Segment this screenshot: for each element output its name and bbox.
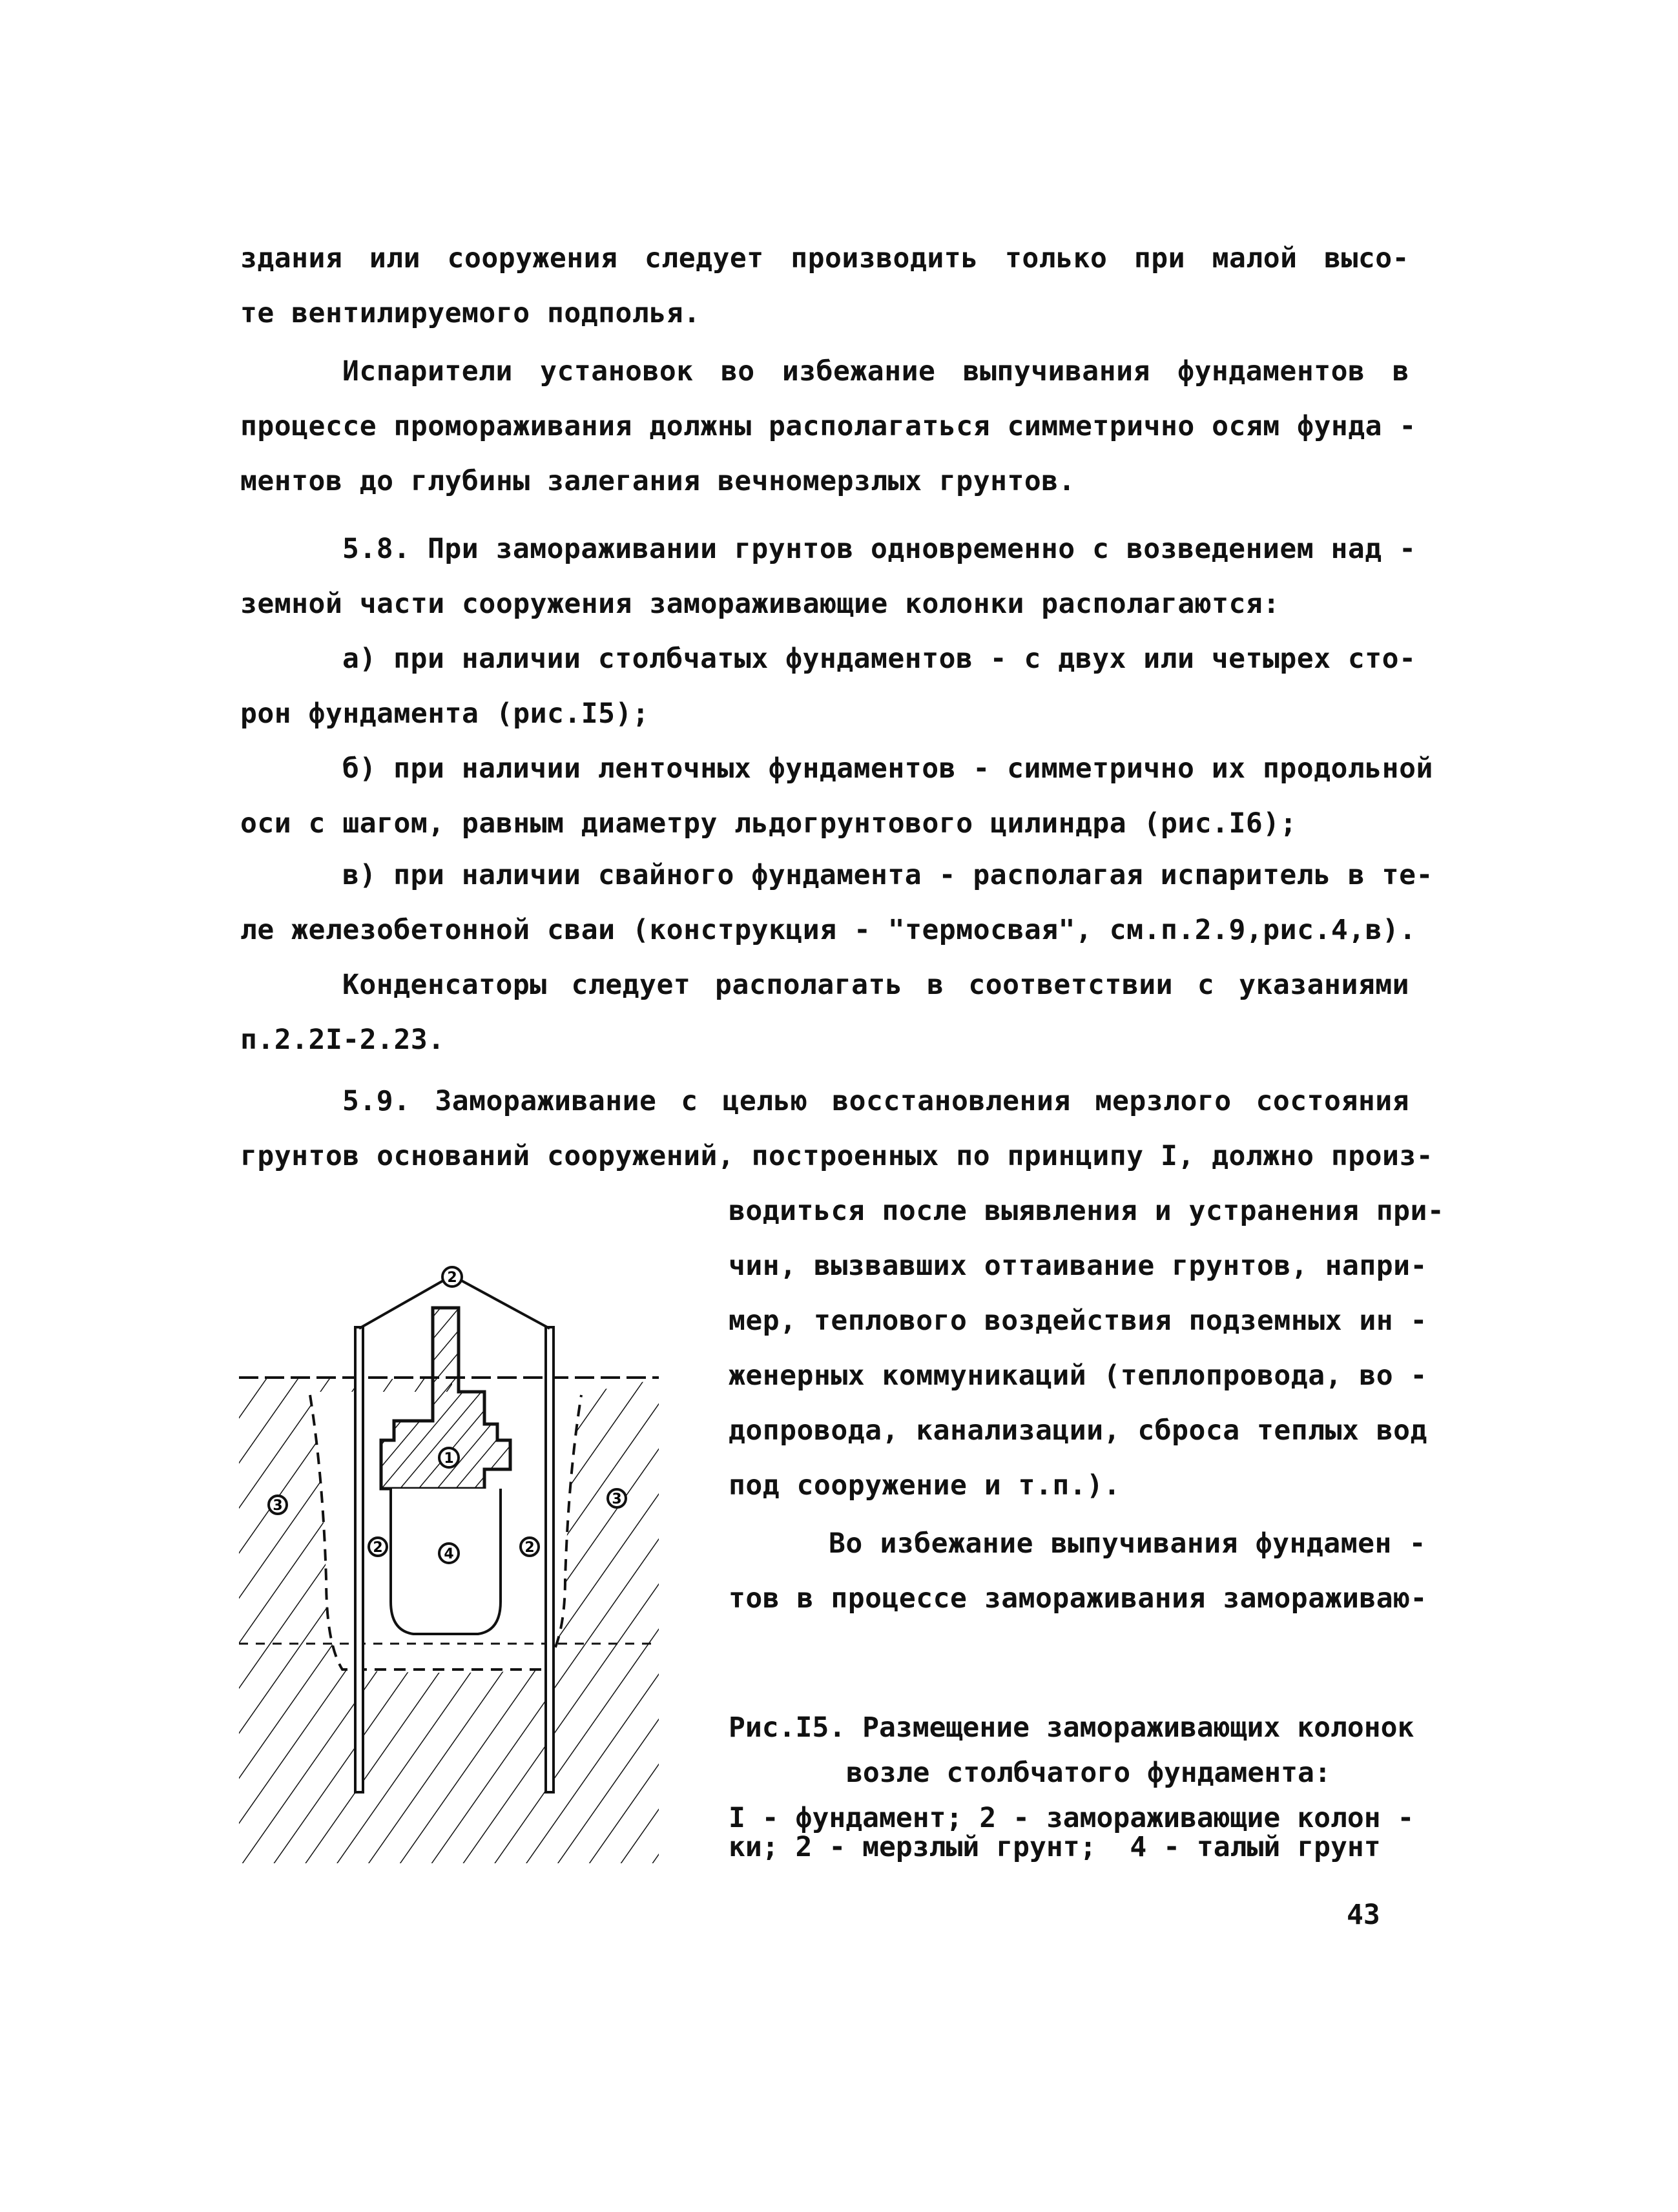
page-number: 43 <box>1347 1899 1380 1931</box>
freezing-column-right <box>546 1327 554 1792</box>
foundation-freezing-diagram <box>239 1270 691 1863</box>
text-line: а) при наличии столбчатых фундаментов - с двух или четырех сто- <box>342 643 1416 675</box>
text-line: 5.8. При замораживании грунтов одновременно с возведением над - <box>342 533 1416 565</box>
text-line: под сооружение и т.п.). <box>729 1469 1121 1502</box>
text-line: рон фундамента (рис.I5); <box>240 698 650 730</box>
label-foundation <box>439 1448 459 1467</box>
figure-caption-legend: I - фундамент; 2 - замораживающие колон - <box>729 1802 1414 1834</box>
text-line: Испарители установок во избежание выпучивания фундаментов в <box>342 355 1409 388</box>
text-line: чин, вызвавших оттаивание грунтов, напри- <box>729 1250 1427 1282</box>
label-column-top <box>442 1267 462 1287</box>
text-line: мер, теплового воздействия подземных ин - <box>729 1305 1427 1337</box>
svg-text:2: 2 <box>447 1270 457 1286</box>
text-line: Во избежание выпучивания фундамен - <box>829 1527 1426 1560</box>
figure-caption-subtitle: возле столбчатого фундамента: <box>846 1757 1331 1789</box>
text-line: ле железобетонной сваи (конструкция - "термосвая", см.п.2.9,рис.4,в). <box>240 914 1416 946</box>
svg-text:3: 3 <box>612 1491 622 1507</box>
svg-text:2: 2 <box>373 1540 383 1556</box>
text-line: Конденсаторы следует располагать в соответствии с указаниями <box>342 969 1409 1001</box>
text-line: допровода, канализации, сброса теплых вод <box>729 1414 1427 1447</box>
supply-line-right <box>452 1276 550 1328</box>
text-line: процессе проморaживания должны располагаться симметрично осям фунда - <box>240 410 1416 442</box>
text-line: 5.9. Замораживание с целью восстановления мерзлого состояния <box>342 1085 1409 1117</box>
svg-text:4: 4 <box>444 1546 454 1562</box>
text-line: б) при наличии ленточных фундаментов - симметрично их продольной <box>342 752 1433 785</box>
label-column-right <box>521 1538 539 1556</box>
text-line: тов в процессе замораживания замораживаю- <box>729 1582 1427 1615</box>
text-line: ментов до глубины залегания вечномерзлых грунтов. <box>240 465 1076 497</box>
text-line: грунтов оснований сооружений, построенных по принципу I, должно произ- <box>240 1140 1434 1172</box>
svg-text:2: 2 <box>524 1540 535 1556</box>
text-line: земной части сооружения замораживающие колонки располагаются: <box>240 588 1280 620</box>
svg-text:3: 3 <box>273 1498 283 1514</box>
text-line: в) при наличии свайного фундамента - располагая испаритель в те- <box>342 859 1433 891</box>
freezing-column-left <box>355 1327 363 1792</box>
text-line: женерных коммуникаций (теплопровода, во - <box>729 1359 1427 1392</box>
figure-caption-legend: ки; 2 - мерзлый грунт; 4 - талый грунт <box>729 1831 1381 1863</box>
text-line: п.2.2I-2.23. <box>240 1024 445 1056</box>
label-thawed <box>439 1544 459 1563</box>
figure-caption-title: Рис.I5. Размещение замораживающих колонок <box>729 1711 1414 1744</box>
label-frozen-left <box>269 1496 287 1514</box>
text-line: те вентилируемого подполья. <box>240 297 701 329</box>
label-frozen-right <box>608 1489 626 1507</box>
label-column-left <box>369 1538 387 1556</box>
text-line: водиться после выявления и устранения при- <box>729 1195 1445 1227</box>
text-line: оси с шагом, равным диаметру льдогрунтового цилиндра (рис.I6); <box>240 807 1298 840</box>
svg-text:1: 1 <box>444 1451 454 1467</box>
text-line: здания или сооружения следует производить только при малой высо- <box>240 242 1409 274</box>
